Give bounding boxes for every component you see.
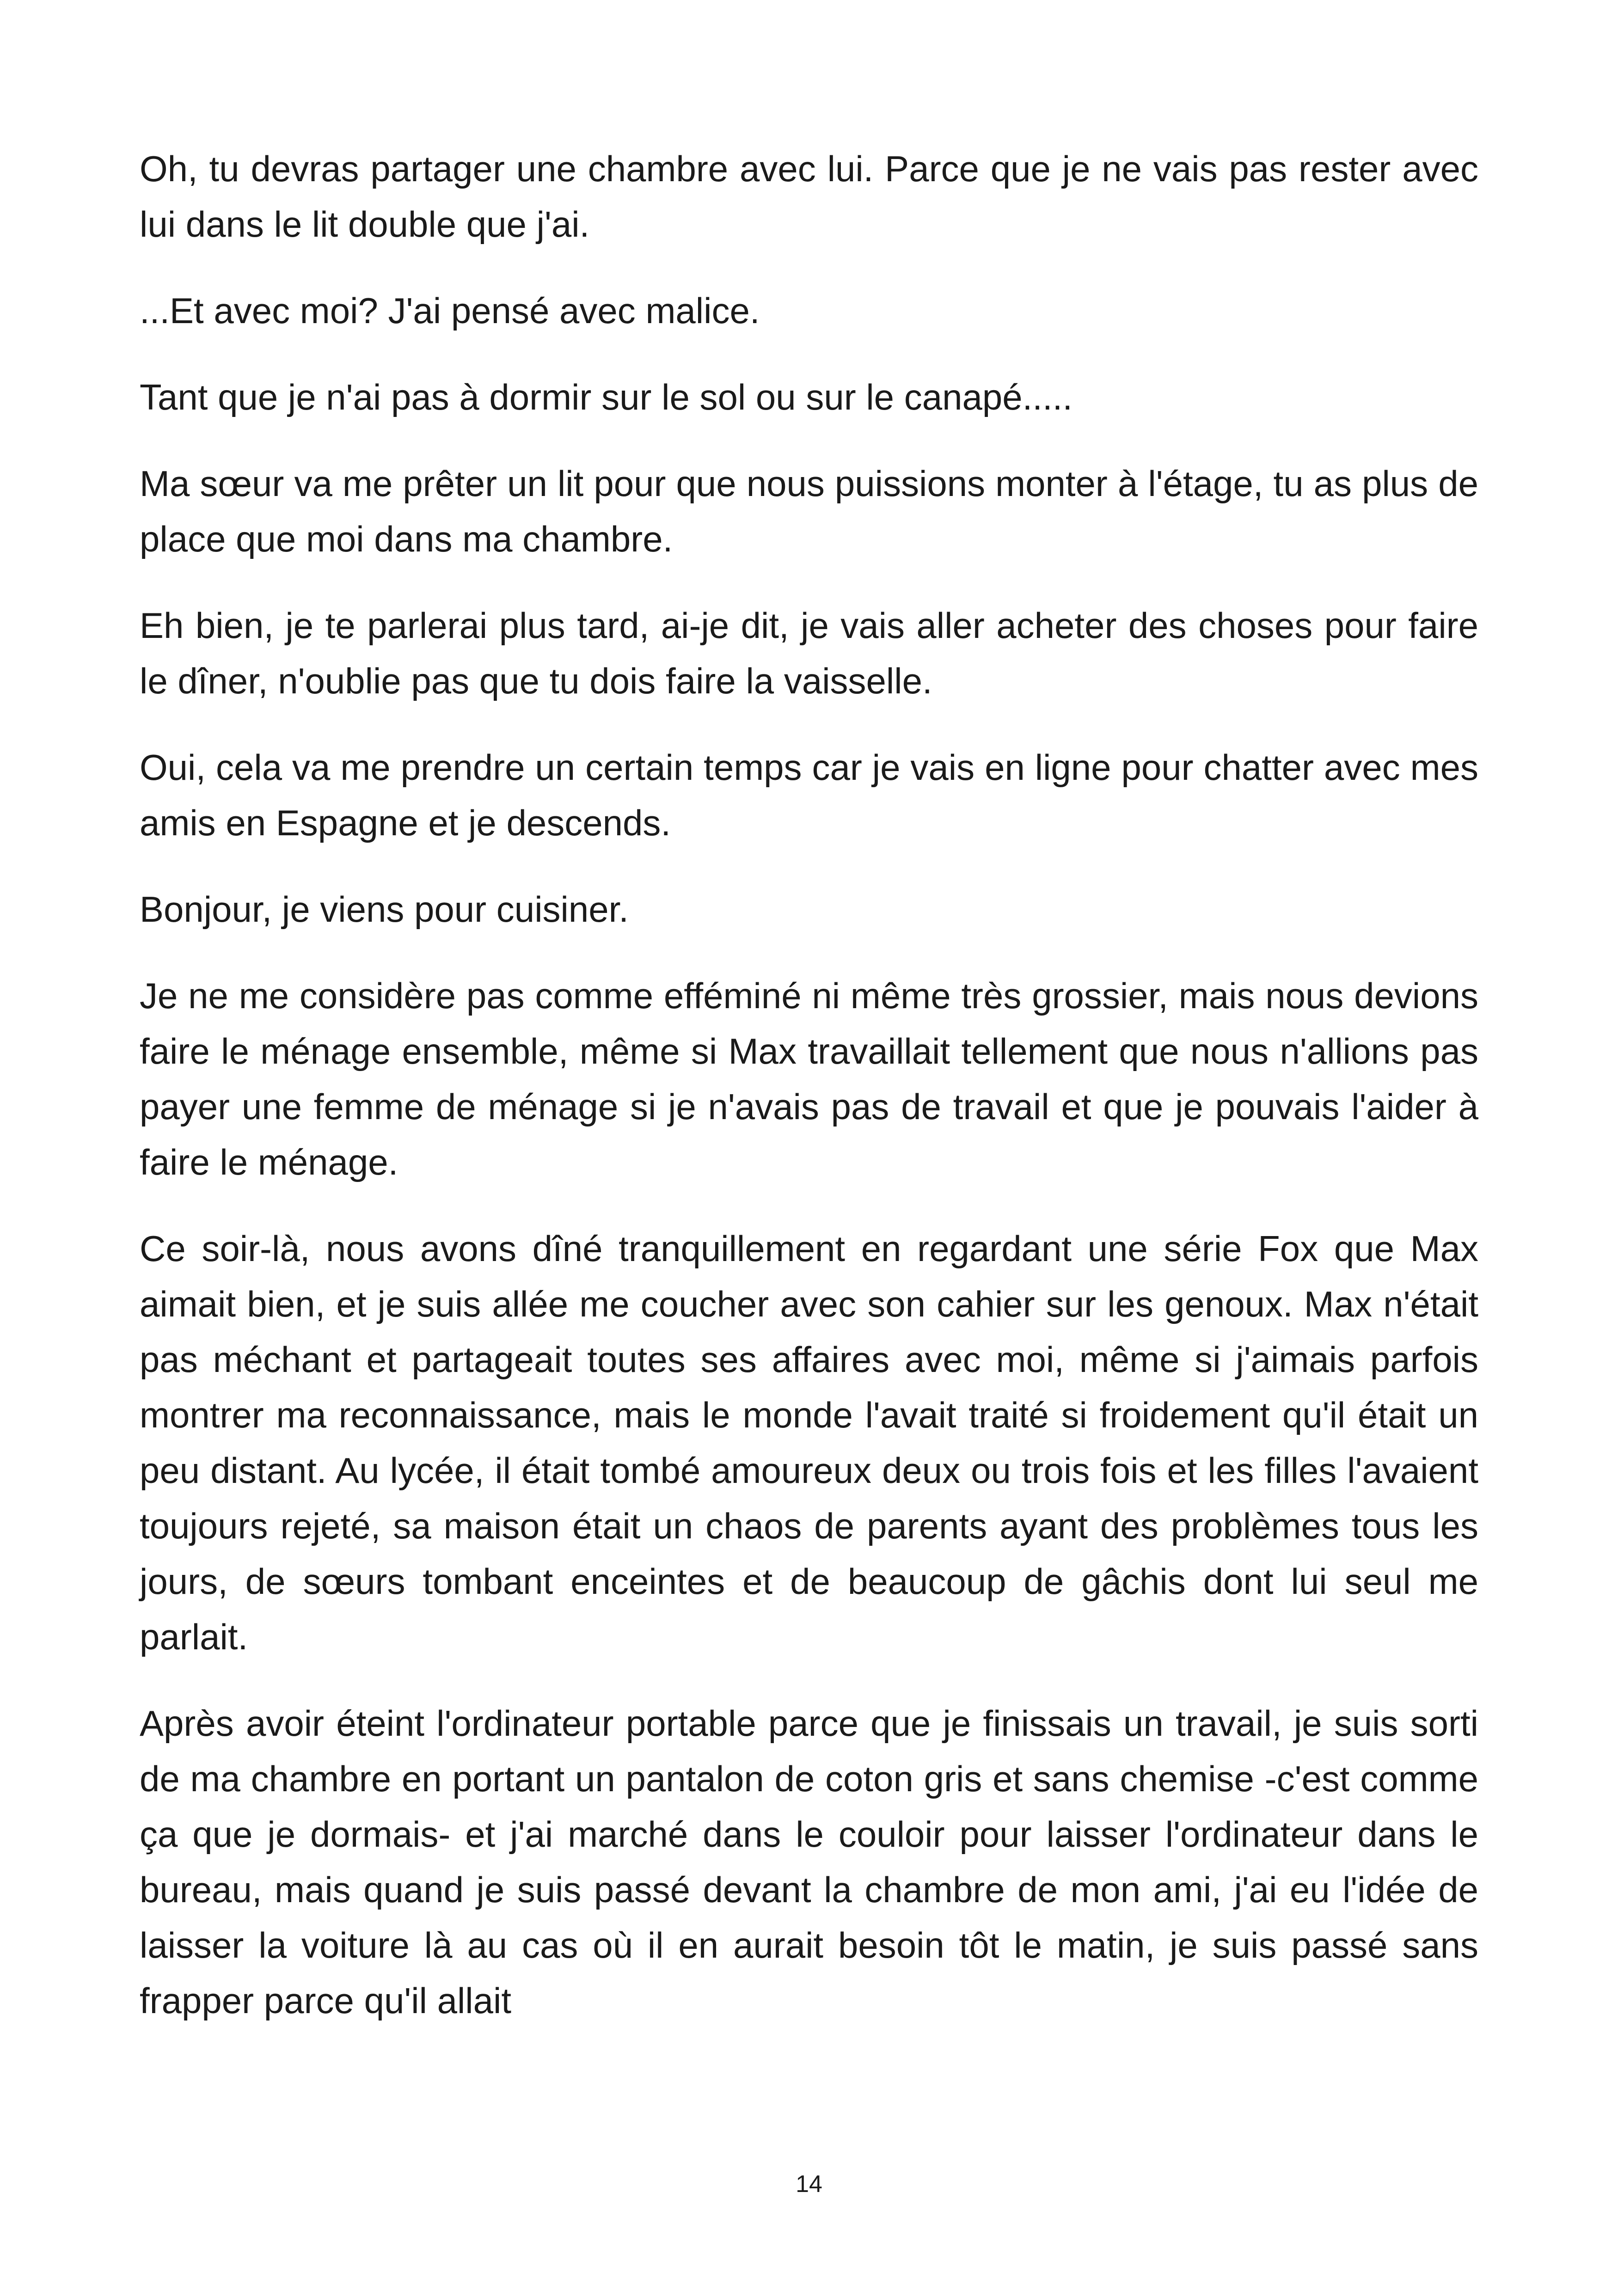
paragraph: Tant que je n'ai pas à dormir sur le sol ou sur le canapé..... [140, 377, 1073, 417]
paragraph: ...Et avec moi? J'ai pensé avec malice. [140, 290, 760, 331]
page-number: 14 [796, 2171, 822, 2198]
paragraph: Je ne me considère pas comme efféminé ni même très grossier, mais nous devions faire le ménage ensemble, même si Max travaillait tellement que nous n'allions pas payer une femme de ménage si je n'avais pas de travail et que je pouvais l'aider à faire le ménage. [140, 975, 1478, 1182]
paragraph: Bonjour, je viens pour cuisiner. [140, 889, 629, 930]
paragraph: Après avoir éteint l'ordinateur portable parce que je finissais un travail, je suis sorti de ma chambre en portant un pantalon de coton gris et sans chemise -c'est comme ça que je dormais- et j'ai marché dans le couloir pour laisser l'ordinateur dans le bureau, mais quand je suis passé devant la chambre de mon ami, j'ai eu l'idée de laisser la voiture là au cas où il en aurait besoin tôt le matin, je suis passé sans frapper parce qu'il allait [140, 1703, 1478, 2021]
paragraph: Ce soir-là, nous avons dîné tranquillement en regardant une série Fox que Max aimait bien, et je suis allée me coucher avec son cahier sur les genoux. Max n'était pas méchant et partageait toutes ses affaires avec moi, même si j'aimais parfois montrer ma reconnaissance, mais le monde l'avait traité si froidement qu'il était un peu distant. Au lycée, il était tombé amoureux deux ou trois fois et les filles l'avaient toujours rejeté, sa maison était un chaos de parents ayant des problèmes tous les jours, de sœurs tombant enceintes et de beaucoup de gâchis dont lui seul me parlait. [140, 1228, 1478, 1657]
paragraph: Oh, tu devras partager une chambre avec lui. Parce que je ne vais pas rester avec lui dans le lit double que j'ai. [140, 148, 1478, 245]
paragraph: Oui, cela va me prendre un certain temps car je vais en ligne pour chatter avec mes amis en Espagne et je descends. [140, 747, 1478, 843]
body-text [140, 141, 1478, 2059]
paragraph: Eh bien, je te parlerai plus tard, ai-je dit, je vais aller acheter des choses pour faire le dîner, n'oublie pas que tu dois faire la vaisselle. [140, 605, 1478, 701]
paragraph: Ma sœur va me prêter un lit pour que nous puissions monter à l'étage, tu as plus de place que moi dans ma chambre. [140, 463, 1478, 559]
